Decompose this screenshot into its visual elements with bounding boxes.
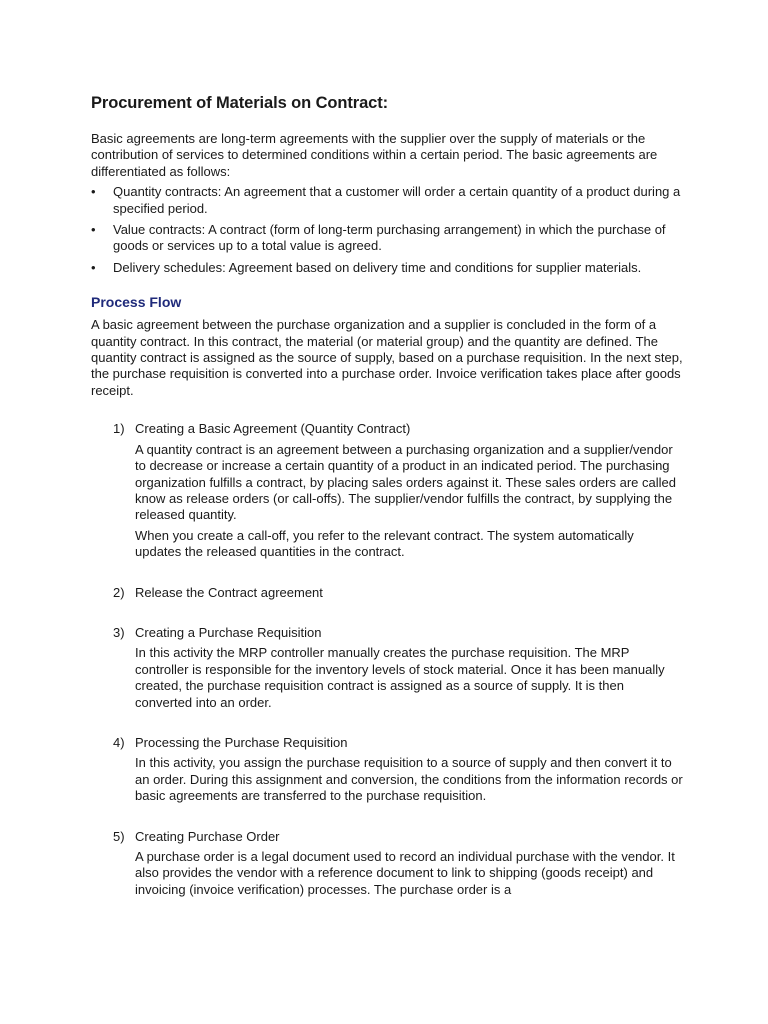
- list-item: [91, 222, 683, 255]
- list-item-text: Delivery schedules: Agreement based on delivery time and conditions for supplier materials.: [113, 259, 642, 275]
- step-number: 2): [113, 584, 125, 600]
- step-number: 3): [113, 624, 125, 640]
- step-number: 1): [113, 421, 125, 437]
- document-page: [91, 92, 683, 922]
- step-item: [91, 735, 683, 805]
- step-item: [91, 829, 683, 899]
- step-item: [91, 585, 683, 601]
- list-item-text: Quantity contracts: An agreement that a customer will order a certain quantity of a product during a specified period.: [113, 184, 681, 216]
- list-item-text: Value contracts: A contract (form of long-term purchasing arrangement) in which the purchase of goods or services up to a total value is agreed.: [113, 222, 666, 254]
- intro-paragraph: Basic agreements are long-term agreements with the supplier over the supply of materials or the contribution of services to determined conditions within a certain period. The basic agreements are differentiated as follows:: [91, 131, 658, 179]
- list-item: [91, 260, 683, 276]
- step-title: Processing the Purchase Requisition: [135, 734, 348, 750]
- step-paragraph: When you create a call-off, you refer to the relevant contract. The system automatically updates the released quantities in the contract.: [135, 527, 634, 560]
- step-item: [91, 421, 683, 560]
- step-paragraph: A purchase order is a legal document used to record an individual purchase with the vendor. It also provides the vendor with a reference document to link to shipping (goods receipt) and invoicing (invoice verification) processes. The purchase order is a: [135, 849, 675, 897]
- step-title: Creating a Purchase Requisition: [135, 624, 322, 640]
- bullet-marker: •: [91, 184, 96, 200]
- step-title: Creating a Basic Agreement (Quantity Contract): [135, 421, 411, 437]
- step-paragraph: In this activity, you assign the purchase requisition to a source of supply and then convert it to an order. During this assignment and conversion, the conditions from the information records or basic agreements are transferred to the purchase requisition.: [135, 755, 683, 804]
- process-flow-heading: Process Flow: [91, 294, 182, 311]
- step-item: [91, 625, 683, 711]
- step-number: 5): [113, 828, 125, 844]
- step-title: Release the Contract agreement: [135, 584, 323, 600]
- process-flow-paragraph: A basic agreement between the purchase organization and a supplier is concluded in the form of a quantity contract. In this contract, the material (or material group) and the quantity are defined. The quantity contract is assigned as the source of supply, based on a purchase requisition. In the next step, the purchase requisition is converted into a purchase order. Invoice verification takes place after goods receipt.: [91, 317, 683, 398]
- process-steps-list: [91, 421, 683, 898]
- bullet-marker: •: [91, 259, 96, 275]
- page-title: Procurement of Materials on Contract:: [91, 94, 389, 112]
- bullet-marker: •: [91, 222, 96, 238]
- list-item: [91, 184, 683, 217]
- step-title: Creating Purchase Order: [135, 828, 280, 844]
- contract-types-list: [91, 184, 683, 276]
- step-number: 4): [113, 734, 125, 750]
- step-paragraph: A quantity contract is an agreement between a purchasing organization and a supplier/vendor to decrease or increase a certain quantity of a product in an indicated period. The purchasing organization fulfills a contract, by placing sales orders against it. These sales orders are called know as release orders (or call-offs). The supplier/vendor fulfills the contract, by supplying the released quantity.: [135, 441, 676, 523]
- step-paragraph: In this activity the MRP controller manually creates the purchase requisition. The MRP controller is responsible for the inventory levels of stock material. Once it has been manually created, the purchase requisition contract is assigned as a source of supply. It is then converted into an order.: [135, 645, 665, 710]
